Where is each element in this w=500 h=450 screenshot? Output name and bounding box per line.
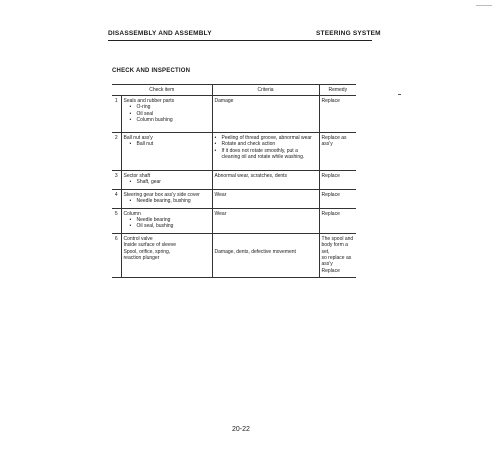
header-rule	[108, 40, 372, 41]
check-item-text: Inside surface of sleeve	[123, 242, 177, 249]
check-item-text: Seals and rubber parts	[123, 98, 175, 104]
check-item-list	[124, 104, 210, 123]
table-row	[112, 133, 356, 171]
header-chapter-name: STEERING SYSTEM	[316, 30, 381, 37]
check-item-cell	[121, 96, 212, 133]
check-item-cell	[121, 208, 212, 233]
remedy-cell	[319, 233, 356, 277]
check-item-cell	[121, 233, 212, 277]
criteria-text: Damage, dents, defective movement	[214, 248, 296, 255]
remedy-text: Replace	[321, 267, 340, 274]
criteria-bullet: • If it does not rotate smoothly, put a cleaning oil and rotate while washing.	[215, 148, 317, 161]
column-header-criteria: Criteria	[212, 85, 319, 96]
criteria-text: Abnormal wear, scratches, dents	[214, 173, 288, 179]
check-item-text: Control valve	[123, 235, 153, 242]
remedy-text: The spool and	[321, 235, 354, 242]
check-item-text: reaction plunger	[123, 255, 160, 262]
check-item-cell	[121, 133, 212, 171]
scan-corner-mark	[476, 5, 492, 6]
criteria-cell	[212, 171, 319, 190]
column-header-remedy: Remedy	[319, 85, 356, 96]
remedy-text: Replace	[321, 173, 340, 179]
page-number: 20-22	[232, 426, 250, 433]
check-item-bullet: • Column bushing	[130, 117, 210, 123]
check-item-list	[124, 198, 210, 204]
table-row	[112, 171, 356, 190]
check-item-bullet: • Ball nut	[130, 141, 210, 147]
row-number: 4	[112, 189, 121, 208]
remedy-text: Replace as ass'y	[321, 135, 347, 148]
row-number: 2	[112, 133, 121, 171]
inspection-table	[112, 84, 356, 278]
check-item-list	[124, 217, 210, 230]
margin-mark	[398, 94, 401, 95]
criteria-cell	[212, 233, 319, 277]
table-row	[112, 189, 356, 208]
check-item-text: Ball nut ass'y	[123, 135, 153, 141]
remedy-cell	[319, 171, 356, 190]
check-item-cell	[121, 171, 212, 190]
check-item-text: Steering gear box ass'y side cover	[123, 191, 200, 198]
criteria-list	[215, 135, 317, 161]
check-item-bullet: • Oil seal, bushing	[130, 223, 210, 229]
table-body	[112, 96, 356, 278]
remedy-text: so replace as ass'y	[321, 255, 352, 268]
remedy-cell	[319, 189, 356, 208]
remedy-cell	[319, 208, 356, 233]
check-item-bullet: • O-ring	[130, 104, 210, 110]
row-number: 5	[112, 208, 121, 233]
criteria-cell	[212, 96, 319, 133]
row-number: 1	[112, 96, 121, 133]
check-item-text: Sector shaft	[123, 173, 151, 179]
remedy-text: Replace	[321, 191, 340, 198]
check-item-bullet: • Needle bearing	[130, 217, 210, 223]
criteria-cell	[212, 189, 319, 208]
remedy-cell	[319, 96, 356, 133]
criteria-text: Wear	[214, 210, 227, 217]
check-item-bullet: • Oil seal	[130, 111, 210, 117]
table-row	[112, 233, 356, 277]
remedy-text: body form a set,	[321, 242, 348, 255]
check-item-bullet: • Needle bearing, bushing	[130, 198, 210, 204]
criteria-bullet: • Peeling of thread groove, abnormal wear	[215, 135, 317, 141]
check-item-list	[124, 141, 210, 147]
remedy-cell	[319, 133, 356, 171]
header-section-name: DISASSEMBLY AND ASSEMBLY	[108, 30, 212, 37]
criteria-text: Damage	[214, 98, 234, 104]
remedy-text: Replace	[321, 210, 340, 217]
check-item-list	[124, 179, 210, 185]
check-item-text: Spool, orifice, spring,	[123, 248, 171, 255]
check-item-bullet: • Shaft, gear	[130, 179, 210, 185]
criteria-text: Wear	[214, 191, 227, 198]
check-item-text: Column	[123, 210, 141, 217]
check-item-cell	[121, 189, 212, 208]
section-title: CHECK AND INSPECTION	[112, 68, 191, 74]
criteria-cell	[212, 133, 319, 171]
table-header-row	[112, 85, 356, 96]
row-number: 3	[112, 171, 121, 190]
table-row	[112, 208, 356, 233]
remedy-text: Replace	[321, 98, 340, 104]
column-header-check-item: Check item	[112, 85, 212, 96]
row-number: 6	[112, 233, 121, 277]
criteria-bullet: • Rotate and check action	[215, 141, 317, 147]
table-row	[112, 96, 356, 133]
criteria-cell	[212, 208, 319, 233]
